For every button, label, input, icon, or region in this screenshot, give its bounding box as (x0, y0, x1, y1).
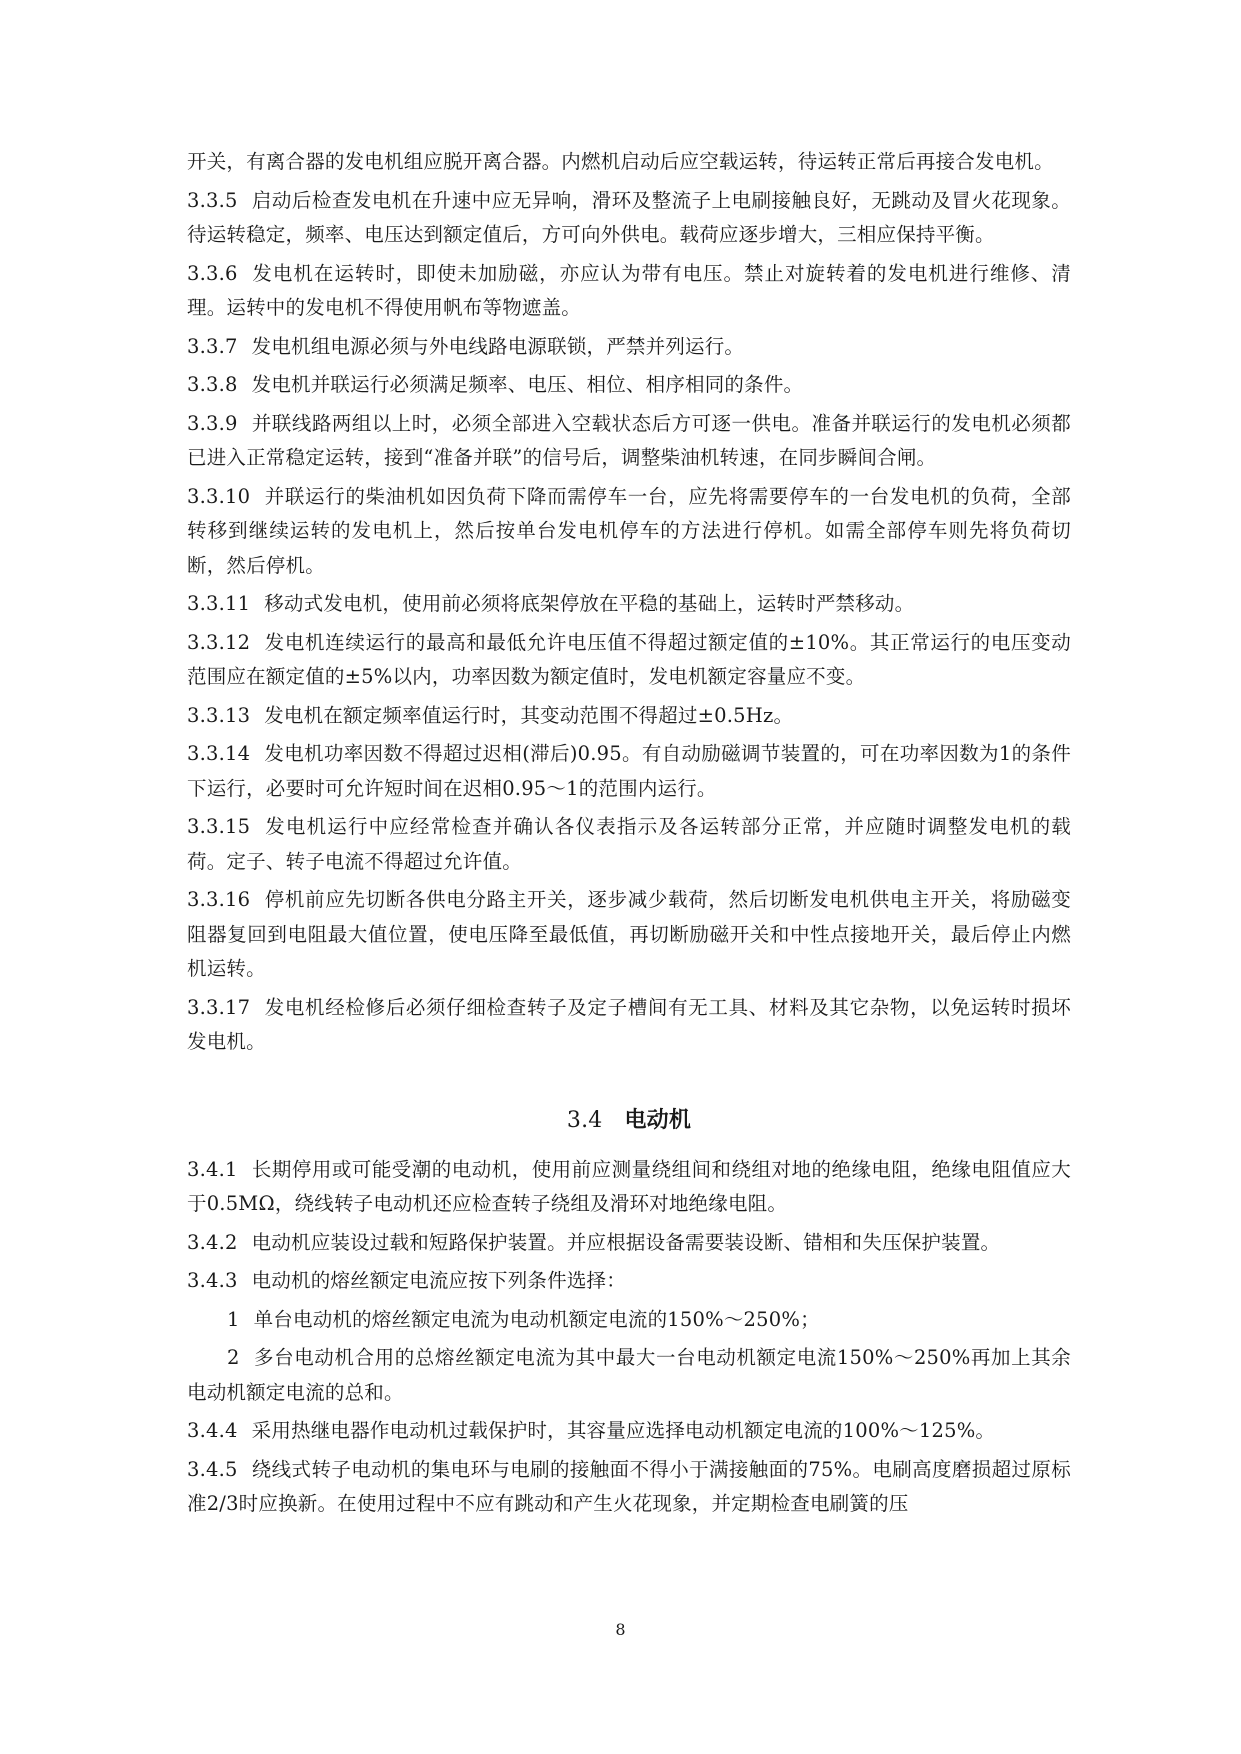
section-heading (187, 1102, 1071, 1139)
clause-text: 电动机的熔丝额定电流应按下列条件选择： (251, 1269, 626, 1292)
clause-text: 发电机在额定频率值运行时，其变动范围不得超过±0.5Hz。 (264, 703, 794, 727)
item-number: 2 (227, 1346, 240, 1369)
clause-text: 长期停用或可能受潮的电动机，使用前应测量绕组间和绕组对地的绝缘电阻，绝缘电阻值应大于0.5MΩ，绕线转子电动机还应检查转子绕组及滑环对地绝缘电阻。 (187, 1157, 1071, 1215)
clause-text: 发电机组电源必须与外电线路电源联锁，严禁并列运行。 (251, 334, 745, 358)
clause-number: 3.4.4 (187, 1419, 238, 1442)
clause-number: 3.4.5 (187, 1457, 238, 1481)
clause-number: 3.3.16 (187, 888, 251, 911)
clause-3-3-17 (187, 991, 1071, 1060)
clause-text: 并联线路两组以上时，必须全部进入空载状态后方可逐一供电。准备并联运行的发电机必须都已进入正常稳定运转，接到“准备并联”的信号后，调整柴油机转速，在同步瞬间合闸。 (187, 411, 1071, 469)
item-text: 多台电动机合用的总熔丝额定电流为其中最大一台电动机额定电流150%～250%再加上其余电动机额定电流的总和。 (187, 1346, 1071, 1404)
clause-number: 3.3.14 (187, 742, 251, 765)
list-item (187, 1303, 1071, 1338)
clause-text: 发电机运行中应经常检查并确认各仪表指示及各运转部分正常，并应随时调整发电机的载荷。定子、转子电流不得超过允许值。 (187, 815, 1071, 873)
clause-3-3-8 (187, 368, 1071, 403)
clause-3-4-5 (187, 1453, 1071, 1522)
clause-3-4-2 (187, 1226, 1071, 1261)
clause-number: 3.4.3 (187, 1269, 238, 1292)
clause-text: 移动式发电机，使用前必须将底架停放在平稳的基础上，运转时严禁移动。 (264, 592, 915, 615)
clause-3-3-11 (187, 587, 1071, 622)
clause-text: 启动后检查发电机在升速中应无异响，滑环及整流子上电刷接触良好，无跳动及冒火花现象。待运转稳定，频率、电压达到额定值后，方可向外供电。载荷应逐步增大，三相应保持平衡。 (187, 188, 1071, 246)
clause-text: 发电机并联运行必须满足频率、电压、相位、相序相同的条件。 (251, 373, 804, 396)
clause-3-4-4 (187, 1414, 1071, 1449)
clause-3-3-13 (187, 699, 1071, 734)
paragraph-continued (187, 145, 1071, 180)
clause-number: 3.3.10 (187, 484, 251, 508)
clause-3-3-7 (187, 330, 1071, 365)
clause-text: 发电机在运转时，即使未加励磁，亦应认为带有电压。禁止对旋转着的发电机进行维修、清理。运转中的发电机不得使用帆布等物遮盖。 (187, 261, 1071, 319)
item-text: 单台电动机的熔丝额定电流为电动机额定电流的150%～250%； (253, 1307, 820, 1331)
clause-number: 3.3.7 (187, 334, 238, 358)
clause-number: 3.3.6 (187, 261, 238, 285)
clause-number: 3.4.1 (187, 1157, 238, 1181)
section-number: 3.4 (566, 1107, 603, 1133)
clause-number: 3.3.5 (187, 188, 238, 212)
clause-number: 3.4.2 (187, 1230, 238, 1254)
clause-text: 电动机应装设过载和短路保护装置。并应根据设备需要装设断、错相和失压保护装置。 (251, 1230, 1001, 1254)
clause-number: 3.3.8 (187, 373, 238, 396)
clause-text: 发电机连续运行的最高和最低允许电压值不得超过额定值的±10%。其正常运行的电压变动范围应在额定值的±5%以内，功率因数为额定值时，发电机额定容量应不变。 (187, 630, 1071, 688)
paragraph-text: 开关，有离合器的发电机组应脱开离合器。内燃机启动后应空载运转，待运转正常后再接合发电机。 (187, 150, 1054, 173)
clause-3-3-5 (187, 184, 1071, 253)
clause-3-3-15 (187, 810, 1071, 879)
clause-3-3-9 (187, 407, 1071, 476)
clause-3-4-3 (187, 1264, 1071, 1299)
clause-number: 3.3.13 (187, 703, 251, 727)
clause-3-3-12 (187, 626, 1071, 695)
clause-text: 绕线式转子电动机的集电环与电刷的接触面不得小于满接触面的75%。电刷高度磨损超过原标准2/3时应换新。在使用过程中不应有跳动和产生火花现象，并定期检查电刷簧的压 (187, 1457, 1071, 1515)
clause-text: 采用热继电器作电动机过载保护时，其容量应选择电动机额定电流的100%～125%。 (251, 1419, 996, 1442)
list-item (187, 1341, 1071, 1410)
clause-number: 3.3.15 (187, 815, 251, 838)
item-number: 1 (227, 1307, 240, 1331)
page-content (187, 145, 1071, 1526)
clause-3-4-1 (187, 1153, 1071, 1222)
section-title: 电动机 (624, 1106, 692, 1133)
clause-3-3-16 (187, 883, 1071, 987)
clause-3-3-14 (187, 737, 1071, 806)
clause-text: 并联运行的柴油机如因负荷下降而需停车一台，应先将需要停车的一台发电机的负荷，全部转移到继续运转的发电机上，然后按单台发电机停车的方法进行停机。如需全部停车则先将负荷切断，然后停机。 (187, 484, 1071, 577)
clause-3-3-6 (187, 257, 1071, 326)
clause-number: 3.3.11 (187, 592, 251, 615)
clause-number: 3.3.12 (187, 630, 251, 654)
clause-text: 停机前应先切断各供电分路主开关，逐步减少载荷，然后切断发电机供电主开关，将励磁变阻器复回到电阻最大值位置，使电压降至最低值，再切断励磁开关和中性点接地开关，最后停止内燃机运转。 (187, 888, 1071, 980)
clause-text: 发电机经检修后必须仔细检查转子及定子槽间有无工具、材料及其它杂物，以免运转时损坏发电机。 (187, 995, 1071, 1053)
page-number: 8 (615, 1620, 626, 1639)
clause-number: 3.3.17 (187, 995, 251, 1019)
clause-number: 3.3.9 (187, 411, 238, 435)
clause-text: 发电机功率因数不得超过迟相(滞后)0.95。有自动励磁调节装置的，可在功率因数为1的条件下运行，必要时可允许短时间在迟相0.95～1的范围内运行。 (187, 742, 1071, 800)
clause-3-3-10 (187, 480, 1071, 584)
